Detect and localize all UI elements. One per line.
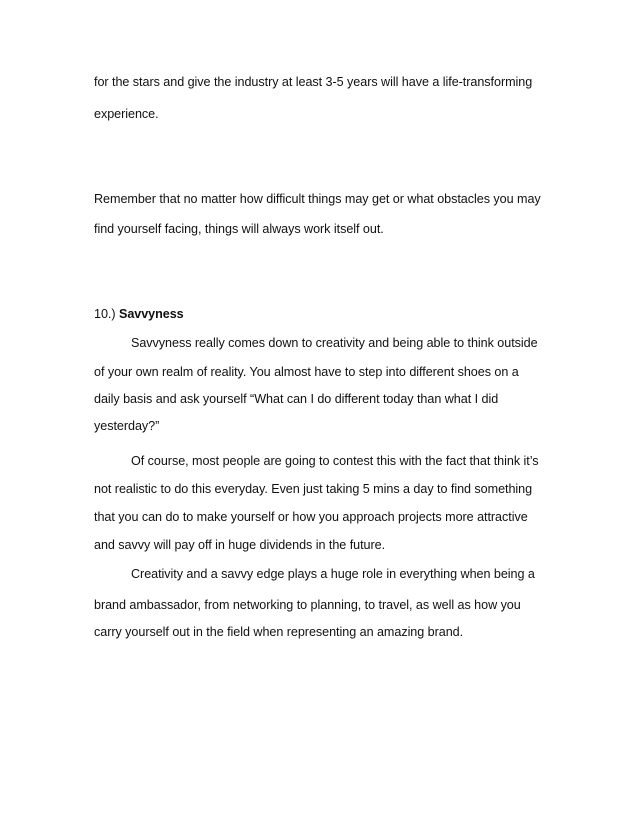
paragraph3-line-1: Creativity and a savvy edge plays a huge role in everything when being a bbox=[131, 567, 535, 581]
intro-line-1: for the stars and give the industry at least 3-5 years will have a life-transforming bbox=[94, 75, 533, 89]
paragraph1-line-3: daily basis and ask yourself “What can I do different today than what I did bbox=[94, 392, 499, 406]
paragraph1-line-1: Savvyness really comes down to creativity and being able to think outside bbox=[131, 336, 538, 350]
paragraph1-line-2: of your own realm of reality. You almost have to step into different shoes on a bbox=[94, 365, 519, 379]
paragraph2-line-4: and savvy will pay off in huge dividends in the future. bbox=[94, 538, 386, 552]
reminder-line-2: find yourself facing, things will always work itself out. bbox=[94, 222, 384, 236]
paragraph2-line-3: that you can do to make yourself or how you approach projects more attractive bbox=[94, 510, 528, 524]
paragraph2-line-1: Of course, most people are going to contest this with the fact that think it’s bbox=[131, 454, 539, 468]
paragraph1-line-4: yesterday?” bbox=[94, 419, 160, 433]
section-title: Savvyness bbox=[118, 307, 184, 321]
paragraph3-line-3: carry yourself out in the field when representing an amazing brand. bbox=[94, 625, 464, 639]
intro-line-2: experience. bbox=[94, 107, 159, 121]
section-number: 10.) bbox=[94, 307, 116, 321]
reminder-line-1: Remember that no matter how difficult things may get or what obstacles you may bbox=[94, 192, 541, 206]
section-heading bbox=[94, 306, 184, 322]
paragraph3-line-2: brand ambassador, from networking to planning, to travel, as well as how you bbox=[94, 598, 521, 612]
paragraph2-line-2: not realistic to do this everyday. Even just taking 5 mins a day to find something bbox=[94, 482, 533, 496]
